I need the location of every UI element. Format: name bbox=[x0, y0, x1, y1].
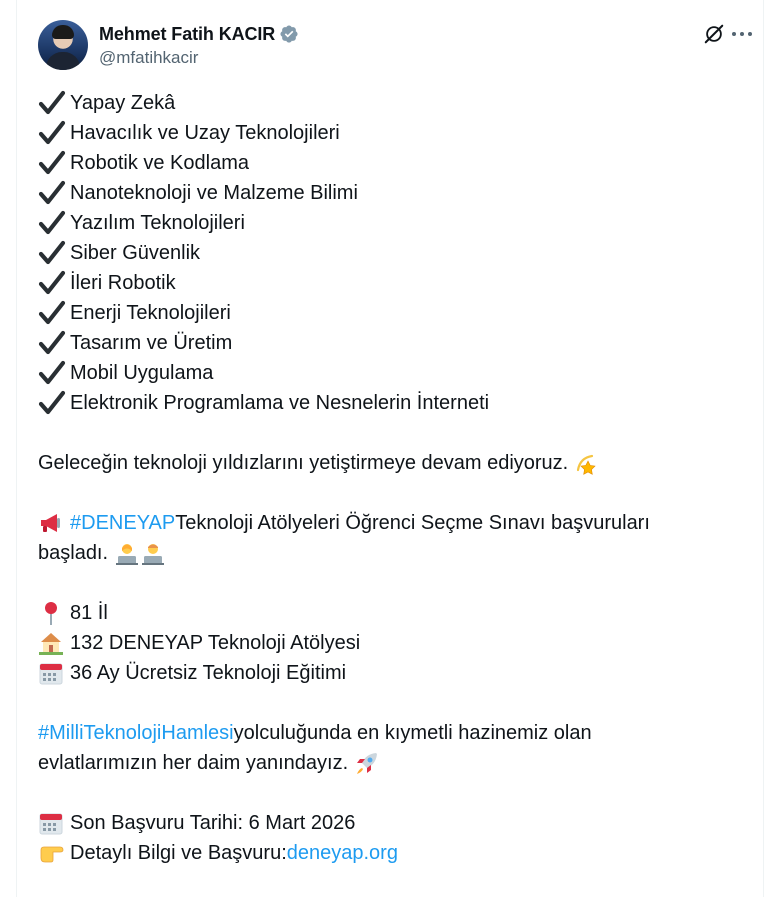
calendar-icon bbox=[38, 810, 64, 836]
checklist-item bbox=[38, 298, 753, 328]
deneyap-hashtag[interactable]: #DENEYAP bbox=[70, 512, 176, 534]
checklist-item-label: Tasarım ve Üretim bbox=[70, 332, 233, 354]
stat-training bbox=[38, 658, 753, 688]
rocket-icon bbox=[354, 750, 380, 776]
info-label: Detaylı Bilgi ve Başvuru: bbox=[70, 842, 287, 864]
check-mark-icon bbox=[38, 120, 66, 146]
paragraph-text: Geleceğin teknoloji yıldızlarını yetiştirmeye devam ediyoruz. bbox=[38, 452, 569, 474]
author-display-name[interactable]: Mehmet Fatih KACIR bbox=[99, 23, 276, 44]
checklist-item-label: Nanoteknoloji ve Malzeme Bilimi bbox=[70, 182, 358, 204]
calendar-icon bbox=[38, 660, 64, 686]
woman-technologist-icon bbox=[114, 540, 140, 566]
dizzy-star-icon bbox=[574, 450, 600, 476]
campaign-text-cont: evlatlarımızın her daim yanındayız. bbox=[38, 752, 349, 774]
house-with-garden-icon bbox=[38, 630, 64, 656]
avatar[interactable] bbox=[38, 20, 88, 70]
announcement-line-2 bbox=[38, 538, 753, 568]
man-technologist-icon bbox=[140, 540, 166, 566]
round-pushpin-icon bbox=[38, 600, 64, 626]
check-mark-icon bbox=[38, 270, 66, 296]
campaign-text: yolculuğunda en kıymetli hazinemiz olan bbox=[233, 722, 592, 744]
stat-provinces bbox=[38, 598, 753, 628]
check-mark-icon bbox=[38, 300, 66, 326]
checklist-item bbox=[38, 178, 753, 208]
checklist-item-label: Enerji Teknolojileri bbox=[70, 302, 231, 324]
stat-workshops bbox=[38, 628, 753, 658]
stat-workshops-text: 132 DENEYAP Teknoloji Atölyesi bbox=[70, 632, 361, 654]
checklist-item bbox=[38, 118, 753, 148]
check-mark-icon bbox=[38, 240, 66, 266]
megaphone-icon bbox=[38, 510, 64, 536]
author-handle[interactable]: @mfatihkacir bbox=[99, 48, 199, 67]
checklist-item bbox=[38, 208, 753, 238]
deadline-line bbox=[38, 808, 753, 838]
checklist-item bbox=[38, 388, 753, 418]
checklist-item bbox=[38, 148, 753, 178]
stat-training-text: 36 Ay Ücretsiz Teknoloji Eğitimi bbox=[70, 662, 347, 684]
grok-icon[interactable] bbox=[703, 23, 725, 45]
check-mark-icon bbox=[38, 180, 66, 206]
checklist-item-label: Siber Güvenlik bbox=[70, 242, 201, 264]
stat-provinces-text: 81 İl bbox=[70, 602, 108, 624]
checklist-item-label: Mobil Uygulama bbox=[70, 362, 214, 384]
checklist-item-label: Havacılık ve Uzay Teknolojileri bbox=[70, 122, 340, 144]
checklist-item bbox=[38, 358, 753, 388]
check-mark-icon bbox=[38, 360, 66, 386]
checklist-item bbox=[38, 268, 753, 298]
tweet-text bbox=[38, 88, 753, 868]
verified-badge-icon bbox=[279, 24, 299, 44]
checklist-item-label: Yapay Zekâ bbox=[70, 92, 176, 114]
tech-checklist bbox=[38, 88, 753, 418]
check-mark-icon bbox=[38, 210, 66, 236]
tweet-paragraph bbox=[38, 448, 753, 478]
checklist-item-label: Robotik ve Kodlama bbox=[70, 152, 249, 174]
check-mark-icon bbox=[38, 90, 66, 116]
tweet-header bbox=[38, 20, 753, 72]
announcement-line-1 bbox=[38, 508, 753, 538]
backhand-index-pointing-right-icon bbox=[38, 840, 64, 866]
check-mark-icon bbox=[38, 150, 66, 176]
author-name-row bbox=[99, 22, 299, 46]
checklist-item-label: Yazılım Teknolojileri bbox=[70, 212, 245, 234]
more-options-icon[interactable] bbox=[731, 30, 753, 38]
checklist-item bbox=[38, 328, 753, 358]
checklist-item-label: Elektronik Programlama ve Nesnelerin İnterneti bbox=[70, 392, 490, 414]
tweet-card bbox=[16, 0, 764, 897]
campaign-line-1 bbox=[38, 718, 753, 748]
checklist-item bbox=[38, 88, 753, 118]
info-line bbox=[38, 838, 753, 868]
announcement-text-cont: başladı. bbox=[38, 542, 109, 564]
milli-teknoloji-hashtag[interactable]: #MilliTeknolojiHamlesi bbox=[38, 722, 234, 744]
checklist-item bbox=[38, 238, 753, 268]
deadline-text: Son Başvuru Tarihi: 6 Mart 2026 bbox=[70, 812, 356, 834]
checklist-item-label: İleri Robotik bbox=[70, 272, 176, 294]
check-mark-icon bbox=[38, 390, 66, 416]
announcement-text: Teknoloji Atölyeleri Öğrenci Seçme Sınavı başvuruları bbox=[175, 512, 650, 534]
deneyap-link[interactable]: deneyap.org bbox=[286, 842, 398, 864]
campaign-line-2 bbox=[38, 748, 753, 778]
check-mark-icon bbox=[38, 330, 66, 356]
